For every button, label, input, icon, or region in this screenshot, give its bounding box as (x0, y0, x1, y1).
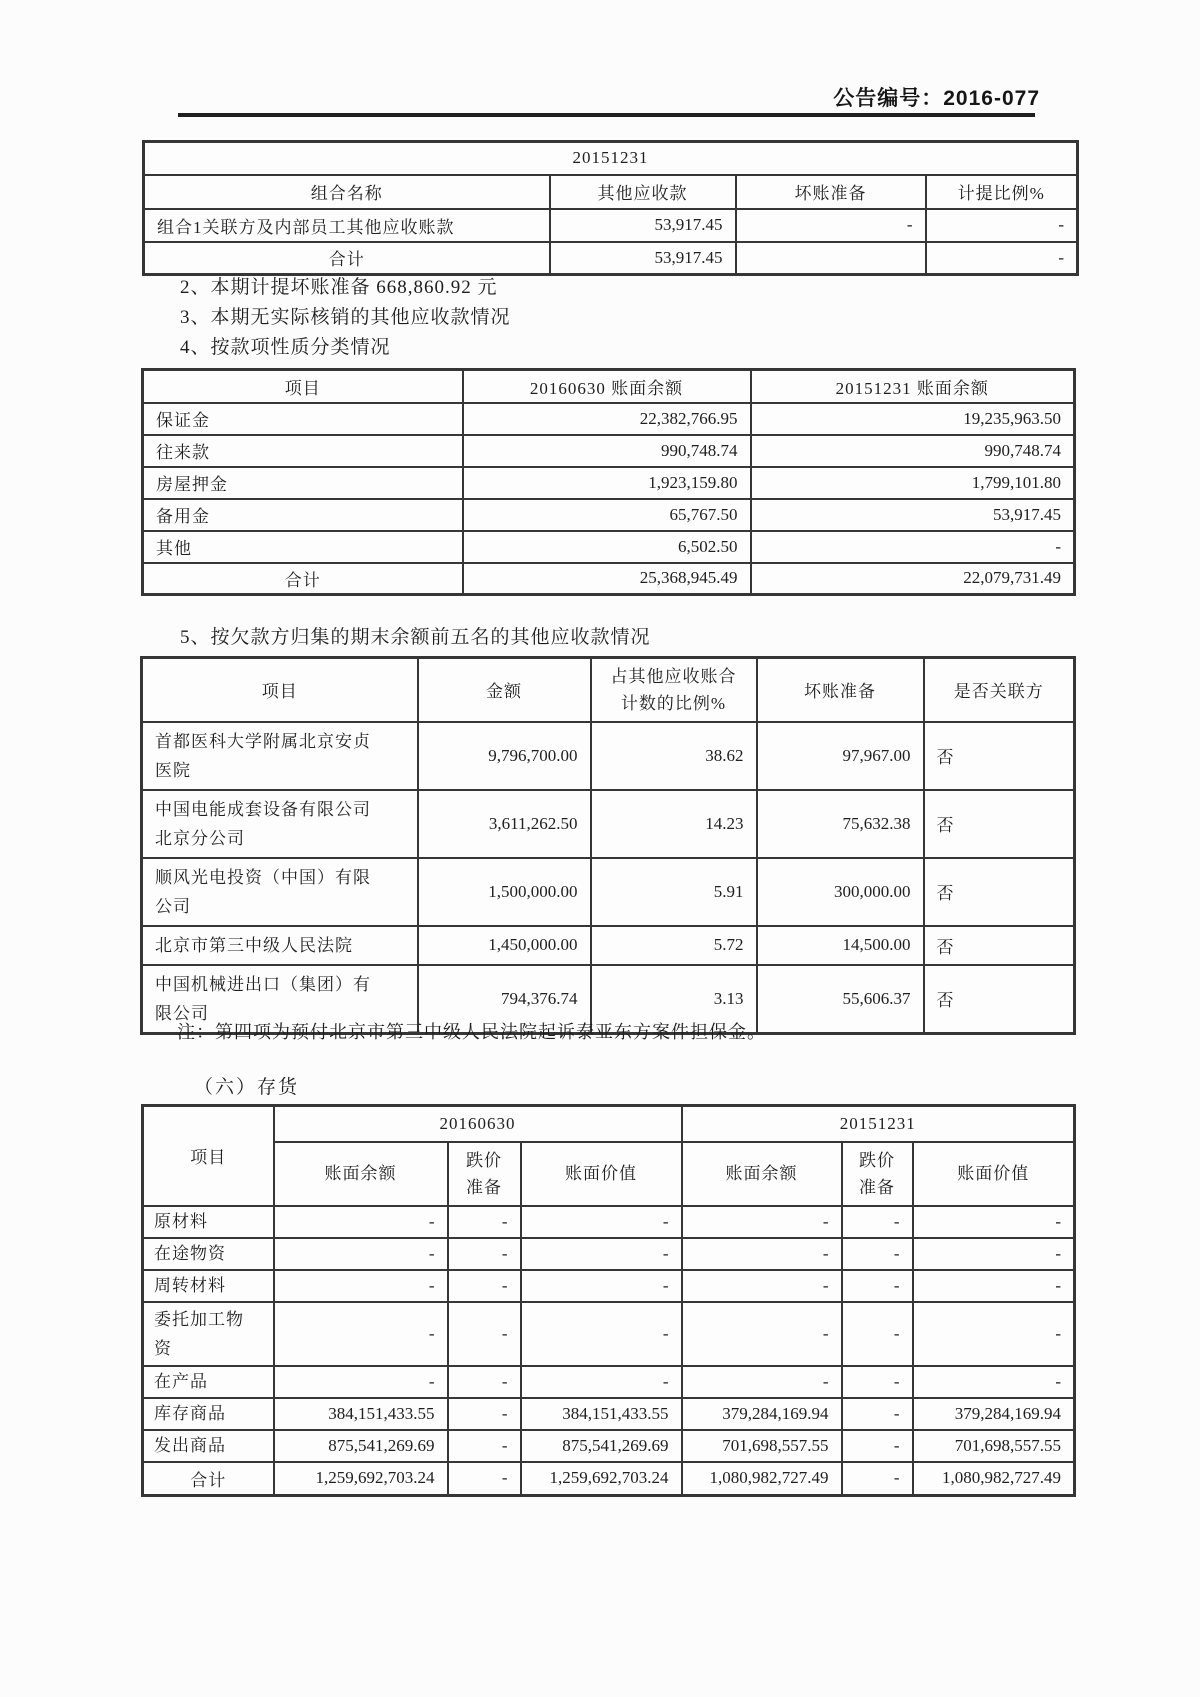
cell-value: 14,500.00 (757, 926, 924, 965)
cell-value: 1,080,982,727.49 (913, 1462, 1075, 1496)
table-row (143, 467, 1075, 499)
row-label: 往来款 (143, 435, 463, 467)
section-heading-top5: 5、按欠款方归集的期末余额前五名的其他应收款情况 (180, 627, 651, 648)
cell-value: - (521, 1270, 682, 1302)
cell-value: - (913, 1206, 1075, 1238)
cell-value: - (448, 1398, 521, 1430)
table-total-row (143, 563, 1075, 595)
col-header: 是否关联方 (924, 658, 1075, 722)
row-label: 库存商品 (143, 1398, 274, 1430)
table-row (142, 790, 1075, 858)
cell-value: - (274, 1270, 448, 1302)
cell-value: - (682, 1366, 842, 1398)
col-header: 项目 (143, 370, 463, 403)
cell-value: - (448, 1366, 521, 1398)
row-label: 备用金 (143, 499, 463, 531)
col-header: 20151231 账面余额 (751, 370, 1075, 403)
row-label: 首都医科大学附属北京安贞医院 (142, 722, 418, 790)
note-item-3: 3、本期无实际核销的其他应收款情况 (180, 307, 511, 328)
cell-value: 38.62 (591, 722, 757, 790)
cell-value: 875,541,269.69 (274, 1430, 448, 1462)
table-row (143, 1302, 1075, 1366)
cell-value: - (913, 1270, 1075, 1302)
cell-value: 19,235,963.50 (751, 403, 1075, 435)
cell-value: 6,502.50 (463, 531, 751, 563)
numbered-notes (180, 273, 511, 363)
col-header: 坏账准备 (736, 175, 926, 209)
table-group-header-row (143, 1106, 1075, 1142)
table-header-row (143, 370, 1075, 403)
cell-value: 65,767.50 (463, 499, 751, 531)
cell-value: 9,796,700.00 (418, 722, 591, 790)
cell-value: 否 (924, 790, 1075, 858)
row-label: 合计 (143, 563, 463, 595)
cell-value: - (274, 1206, 448, 1238)
table-row (143, 499, 1075, 531)
cell-value: - (682, 1238, 842, 1270)
col-header: 账面价值 (913, 1142, 1075, 1206)
cell-value: - (842, 1238, 913, 1270)
col-group-header: 20160630 (274, 1106, 682, 1142)
cell-value: 3.13 (591, 965, 757, 1034)
footnote: 注：第四项为预付北京市第三中级人民法院起诉泰亚东方案件担保金。 (177, 1022, 766, 1042)
col-header: 账面余额 (274, 1142, 448, 1206)
row-label: 周转材料 (143, 1270, 274, 1302)
col-header: 跌价准备 (448, 1142, 521, 1206)
header-divider (178, 113, 1035, 117)
cell-value: - (448, 1302, 521, 1366)
col-header: 计提比例% (926, 175, 1078, 209)
cell-value: - (682, 1206, 842, 1238)
cell-value: - (521, 1206, 682, 1238)
col-header: 账面价值 (521, 1142, 682, 1206)
table-total-row (143, 1462, 1075, 1496)
col-header: 项目 (143, 1106, 274, 1206)
col-header: 组合名称 (144, 175, 550, 209)
cell-value: - (448, 1206, 521, 1238)
portfolio-receivables-table (142, 140, 1079, 276)
table-header-row (144, 175, 1078, 209)
table-row (143, 1366, 1075, 1398)
col-group-header: 20151231 (682, 1106, 1075, 1142)
cell-value: 384,151,433.55 (274, 1398, 448, 1430)
row-label: 在产品 (143, 1366, 274, 1398)
table-caption: 20151231 (144, 142, 1078, 175)
cell-value: - (842, 1206, 913, 1238)
row-label: 组合1关联方及内部员工其他应收账款 (144, 209, 550, 242)
cell-value: 875,541,269.69 (521, 1430, 682, 1462)
cell-value: 1,450,000.00 (418, 926, 591, 965)
section-heading-inventory: （六）存货 (194, 1077, 300, 1098)
cell-value: 384,151,433.55 (521, 1398, 682, 1430)
cell-value: 1,259,692,703.24 (274, 1462, 448, 1496)
cell-value: - (926, 209, 1078, 242)
row-label: 合计 (144, 242, 550, 275)
table-subheader-row (143, 1142, 1075, 1206)
col-header: 其他应收款 (550, 175, 736, 209)
table-row (143, 1270, 1075, 1302)
table-row (142, 858, 1075, 926)
cell-value: 55,606.37 (757, 965, 924, 1034)
cell-value (736, 242, 926, 275)
cell-value: 379,284,169.94 (913, 1398, 1075, 1430)
cell-value: - (842, 1462, 913, 1496)
cell-value: 5.91 (591, 858, 757, 926)
cell-value: 3,611,262.50 (418, 790, 591, 858)
row-label: 中国机械进出口（集团）有限公司 (142, 965, 418, 1034)
cell-value: 990,748.74 (463, 435, 751, 467)
table-row (143, 435, 1075, 467)
cell-value: 5.72 (591, 926, 757, 965)
row-label: 房屋押金 (143, 467, 463, 499)
table-header-row (142, 658, 1075, 722)
cell-value: - (913, 1366, 1075, 1398)
cell-value: 701,698,557.55 (682, 1430, 842, 1462)
cell-value: 53,917.45 (751, 499, 1075, 531)
cell-value: 14.23 (591, 790, 757, 858)
cell-value: 否 (924, 965, 1075, 1034)
table-row (142, 926, 1075, 965)
cell-value: - (913, 1302, 1075, 1366)
receivables-by-nature-table (141, 368, 1076, 596)
cell-value: - (842, 1430, 913, 1462)
row-label: 北京市第三中级人民法院 (142, 926, 418, 965)
cell-value: - (913, 1238, 1075, 1270)
col-header: 金额 (418, 658, 591, 722)
cell-value: - (274, 1238, 448, 1270)
col-header: 20160630 账面余额 (463, 370, 751, 403)
note-item-2: 2、本期计提坏账准备 668,860.92 元 (180, 277, 498, 298)
row-label: 在途物资 (143, 1238, 274, 1270)
cell-value: - (842, 1366, 913, 1398)
cell-value: 22,079,731.49 (751, 563, 1075, 595)
cell-value: - (448, 1462, 521, 1496)
cell-value: 75,632.38 (757, 790, 924, 858)
cell-value: - (521, 1238, 682, 1270)
row-label: 其他 (143, 531, 463, 563)
note-item-4: 4、按款项性质分类情况 (180, 337, 391, 358)
cell-value: - (274, 1302, 448, 1366)
col-header: 项目 (142, 658, 418, 722)
cell-value: - (926, 242, 1078, 275)
table-caption-row (144, 142, 1078, 175)
cell-value: - (521, 1366, 682, 1398)
cell-value: 97,967.00 (757, 722, 924, 790)
table-row (143, 1398, 1075, 1430)
cell-value: - (521, 1302, 682, 1366)
row-label: 顺风光电投资（中国）有限公司 (142, 858, 418, 926)
inventory-table (141, 1104, 1076, 1497)
cell-value: 1,500,000.00 (418, 858, 591, 926)
cell-value: 否 (924, 926, 1075, 965)
cell-value: - (751, 531, 1075, 563)
row-label: 委托加工物资 (143, 1302, 274, 1366)
row-label: 合计 (143, 1462, 274, 1496)
table-row (142, 722, 1075, 790)
row-label: 发出商品 (143, 1430, 274, 1462)
cell-value: - (448, 1430, 521, 1462)
col-header: 占其他应收账合计数的比例% (591, 658, 757, 722)
cell-value: 否 (924, 722, 1075, 790)
cell-value: 1,799,101.80 (751, 467, 1075, 499)
table-row (143, 1206, 1075, 1238)
table-total-row (144, 242, 1078, 275)
cell-value: - (842, 1302, 913, 1366)
cell-value: 53,917.45 (550, 209, 736, 242)
table-row (143, 531, 1075, 563)
top5-debtors-table (140, 656, 1076, 1035)
cell-value: - (842, 1270, 913, 1302)
table-row (143, 1430, 1075, 1462)
col-header: 坏账准备 (757, 658, 924, 722)
cell-value: - (274, 1366, 448, 1398)
col-header: 账面余额 (682, 1142, 842, 1206)
cell-value: 1,259,692,703.24 (521, 1462, 682, 1496)
doc-number: 公告编号：2016-077 (833, 87, 1040, 110)
cell-value: 1,923,159.80 (463, 467, 751, 499)
cell-value: 300,000.00 (757, 858, 924, 926)
cell-value: - (682, 1302, 842, 1366)
cell-value: 否 (924, 858, 1075, 926)
row-label: 原材料 (143, 1206, 274, 1238)
cell-value: - (682, 1270, 842, 1302)
cell-value: - (842, 1398, 913, 1430)
table-row (144, 209, 1078, 242)
cell-value: - (448, 1270, 521, 1302)
cell-value: - (448, 1238, 521, 1270)
cell-value: 990,748.74 (751, 435, 1075, 467)
cell-value: 701,698,557.55 (913, 1430, 1075, 1462)
table-row (143, 403, 1075, 435)
cell-value: 794,376.74 (418, 965, 591, 1034)
cell-value: 25,368,945.49 (463, 563, 751, 595)
cell-value: 379,284,169.94 (682, 1398, 842, 1430)
cell-value: 22,382,766.95 (463, 403, 751, 435)
table-row (143, 1238, 1075, 1270)
row-label: 保证金 (143, 403, 463, 435)
cell-value: 53,917.45 (550, 242, 736, 275)
col-header: 跌价准备 (842, 1142, 913, 1206)
row-label: 中国电能成套设备有限公司北京分公司 (142, 790, 418, 858)
cell-value: 1,080,982,727.49 (682, 1462, 842, 1496)
cell-value: - (736, 209, 926, 242)
